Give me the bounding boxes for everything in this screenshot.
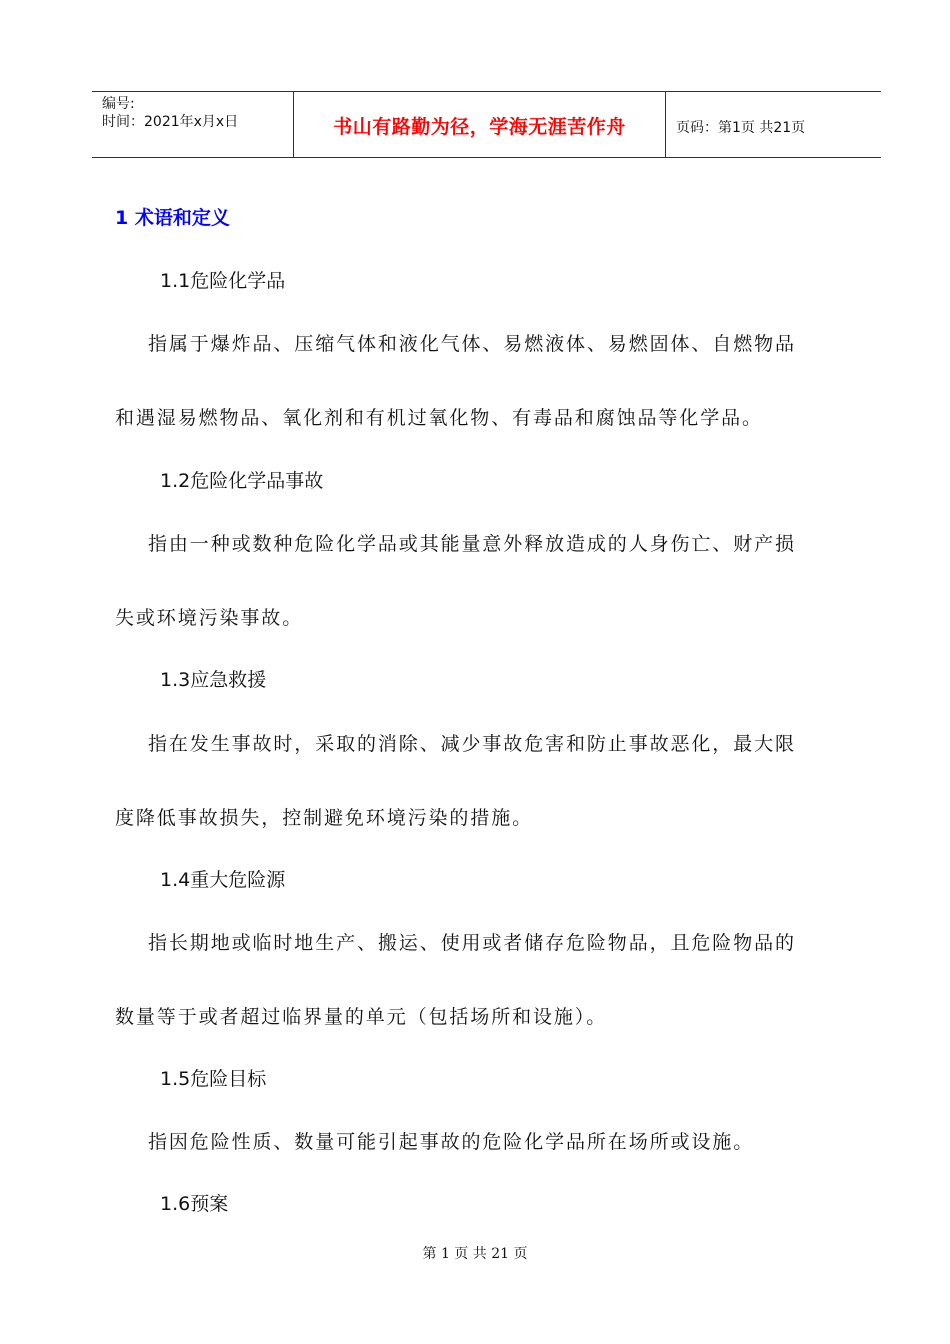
header-slogan: 书山有路勤为径，学海无涯苦作舟 <box>333 116 626 138</box>
page-footer: 第 1 页 共 21 页 <box>422 1246 528 1262</box>
header-page-label: 页码：第1页 共21页 <box>676 120 806 136</box>
item-heading: 1.2危险化学品事故 <box>160 470 324 492</box>
header-top-rule <box>92 91 881 92</box>
item-heading: 1.1危险化学品 <box>160 270 286 292</box>
item-paragraph-line: 和遇湿易燃物品、氧化剂和有机过氧化物、有毒品和腐蚀品等化学品。 <box>115 407 763 429</box>
header-divider-right <box>665 91 666 157</box>
item-heading: 1.5危险目标 <box>160 1068 267 1090</box>
header-bottom-rule <box>92 157 881 158</box>
item-heading: 1.4重大危险源 <box>160 869 286 891</box>
document-time-label: 时间：2021年x月x日 <box>102 114 239 130</box>
item-paragraph-line: 指由一种或数种危险化学品或其能量意外释放造成的人身伤亡、财产损 <box>148 533 796 555</box>
item-paragraph-line: 度降低事故损失，控制避免环境污染的措施。 <box>115 807 534 829</box>
item-paragraph-line: 指在发生事故时，采取的消除、减少事故危害和防止事故恶化，最大限 <box>148 733 796 755</box>
item-heading: 1.6预案 <box>160 1193 229 1215</box>
item-paragraph-line: 指因危险性质、数量可能引起事故的危险化学品所在场所或设施。 <box>148 1131 755 1153</box>
item-heading: 1.3应急救援 <box>160 669 267 691</box>
item-paragraph-line: 数量等于或者超过临界量的单元（包括场所和设施）。 <box>115 1006 608 1028</box>
item-paragraph-line: 失或环境污染事故。 <box>115 607 304 629</box>
item-paragraph-line: 指属于爆炸品、压缩气体和液化气体、易燃液体、易燃固体、自燃物品 <box>148 333 796 355</box>
section-title: 1 术语和定义 <box>115 207 230 229</box>
item-paragraph-line: 指长期地或临时地生产、搬运、使用或者储存危险物品，且危险物品的 <box>148 932 796 954</box>
document-code-label: 编号: <box>102 96 135 112</box>
header-meta <box>102 95 238 131</box>
